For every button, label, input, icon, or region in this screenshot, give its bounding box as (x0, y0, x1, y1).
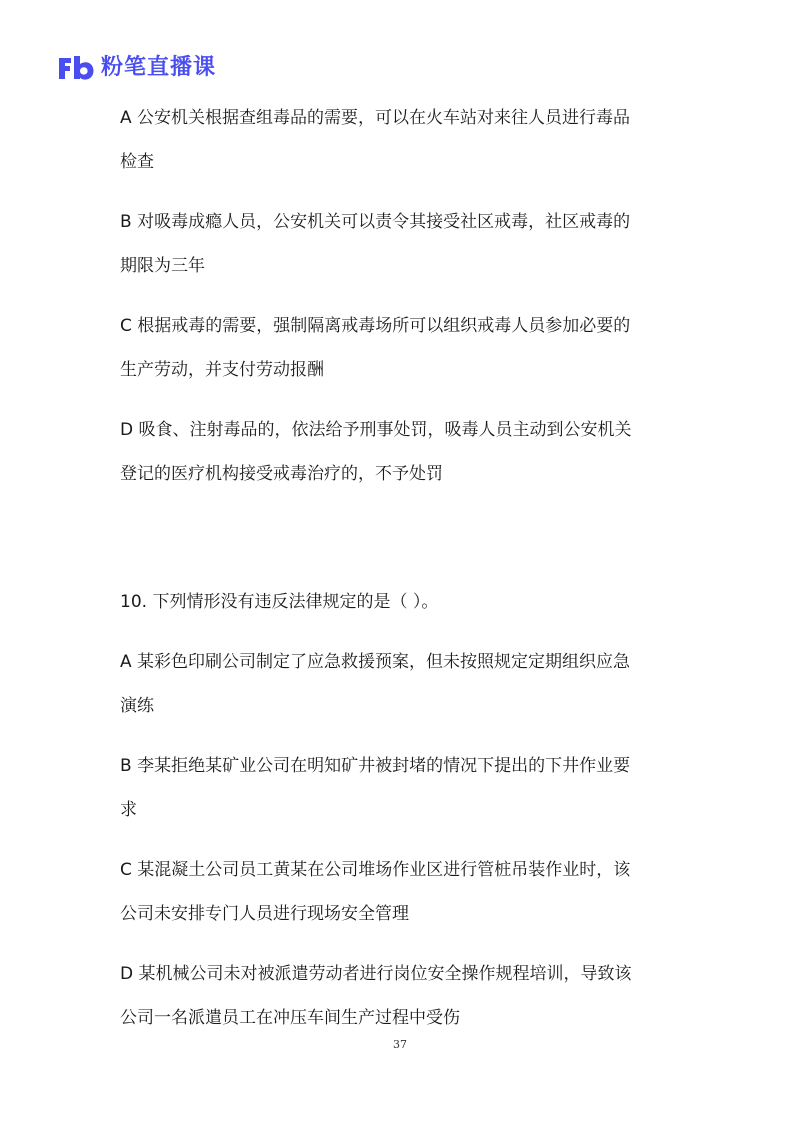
q9-option-c (120, 304, 680, 392)
option-line: 登记的医疗机构接受戒毒治疗的，不予处罚 (120, 464, 443, 484)
option-line: D 某机械公司未对被派遣劳动者进行岗位安全操作规程培训，导致该 (120, 964, 632, 984)
option-line: 演练 (120, 696, 154, 716)
option-line: 公司未安排专门人员进行现场安全管理 (120, 904, 409, 924)
option-line: A 公安机关根据查组毒品的需要，可以在火车站对来往人员进行毒品 (120, 108, 631, 128)
document-body (120, 96, 680, 1040)
option-line: A 某彩色印刷公司制定了应急救援预案，但未按照规定定期组织应急 (120, 652, 631, 672)
option-line: 生产劳动，并支付劳动报酬 (120, 360, 324, 380)
q9-option-b (120, 200, 680, 288)
option-line: B 对吸毒成瘾人员，公安机关可以责令其接受社区戒毒，社区戒毒的 (120, 212, 631, 232)
brand-name: 粉笔直播课 (101, 55, 217, 80)
q10-option-a (120, 640, 680, 728)
q9-option-d (120, 408, 680, 496)
fb-logo-icon (57, 54, 95, 82)
page-header (57, 52, 216, 84)
q10-option-d (120, 952, 680, 1040)
q10-option-c (120, 848, 680, 936)
q9-option-a (120, 96, 680, 184)
option-line: 公司一名派遣员工在冲压车间生产过程中受伤 (120, 1008, 460, 1028)
option-line: 求 (120, 800, 137, 820)
option-line: 期限为三年 (120, 256, 205, 276)
option-line: D 吸食、注射毒品的，依法给予刑事处罚，吸毒人员主动到公安机关 (120, 420, 632, 440)
q10-stem: 10. 下列情形没有违反法律规定的是（ ）。 (120, 592, 439, 612)
page-number: 37 (393, 1038, 407, 1051)
option-line: C 某混凝土公司员工黄某在公司堆场作业区进行管桩吊装作业时，该 (120, 860, 631, 880)
option-line: C 根据戒毒的需要，强制隔离戒毒场所可以组织戒毒人员参加必要的 (120, 316, 631, 336)
option-line: 检查 (120, 152, 154, 172)
q10-option-b (120, 744, 680, 832)
option-line: B 李某拒绝某矿业公司在明知矿井被封堵的情况下提出的下井作业要 (120, 756, 631, 776)
